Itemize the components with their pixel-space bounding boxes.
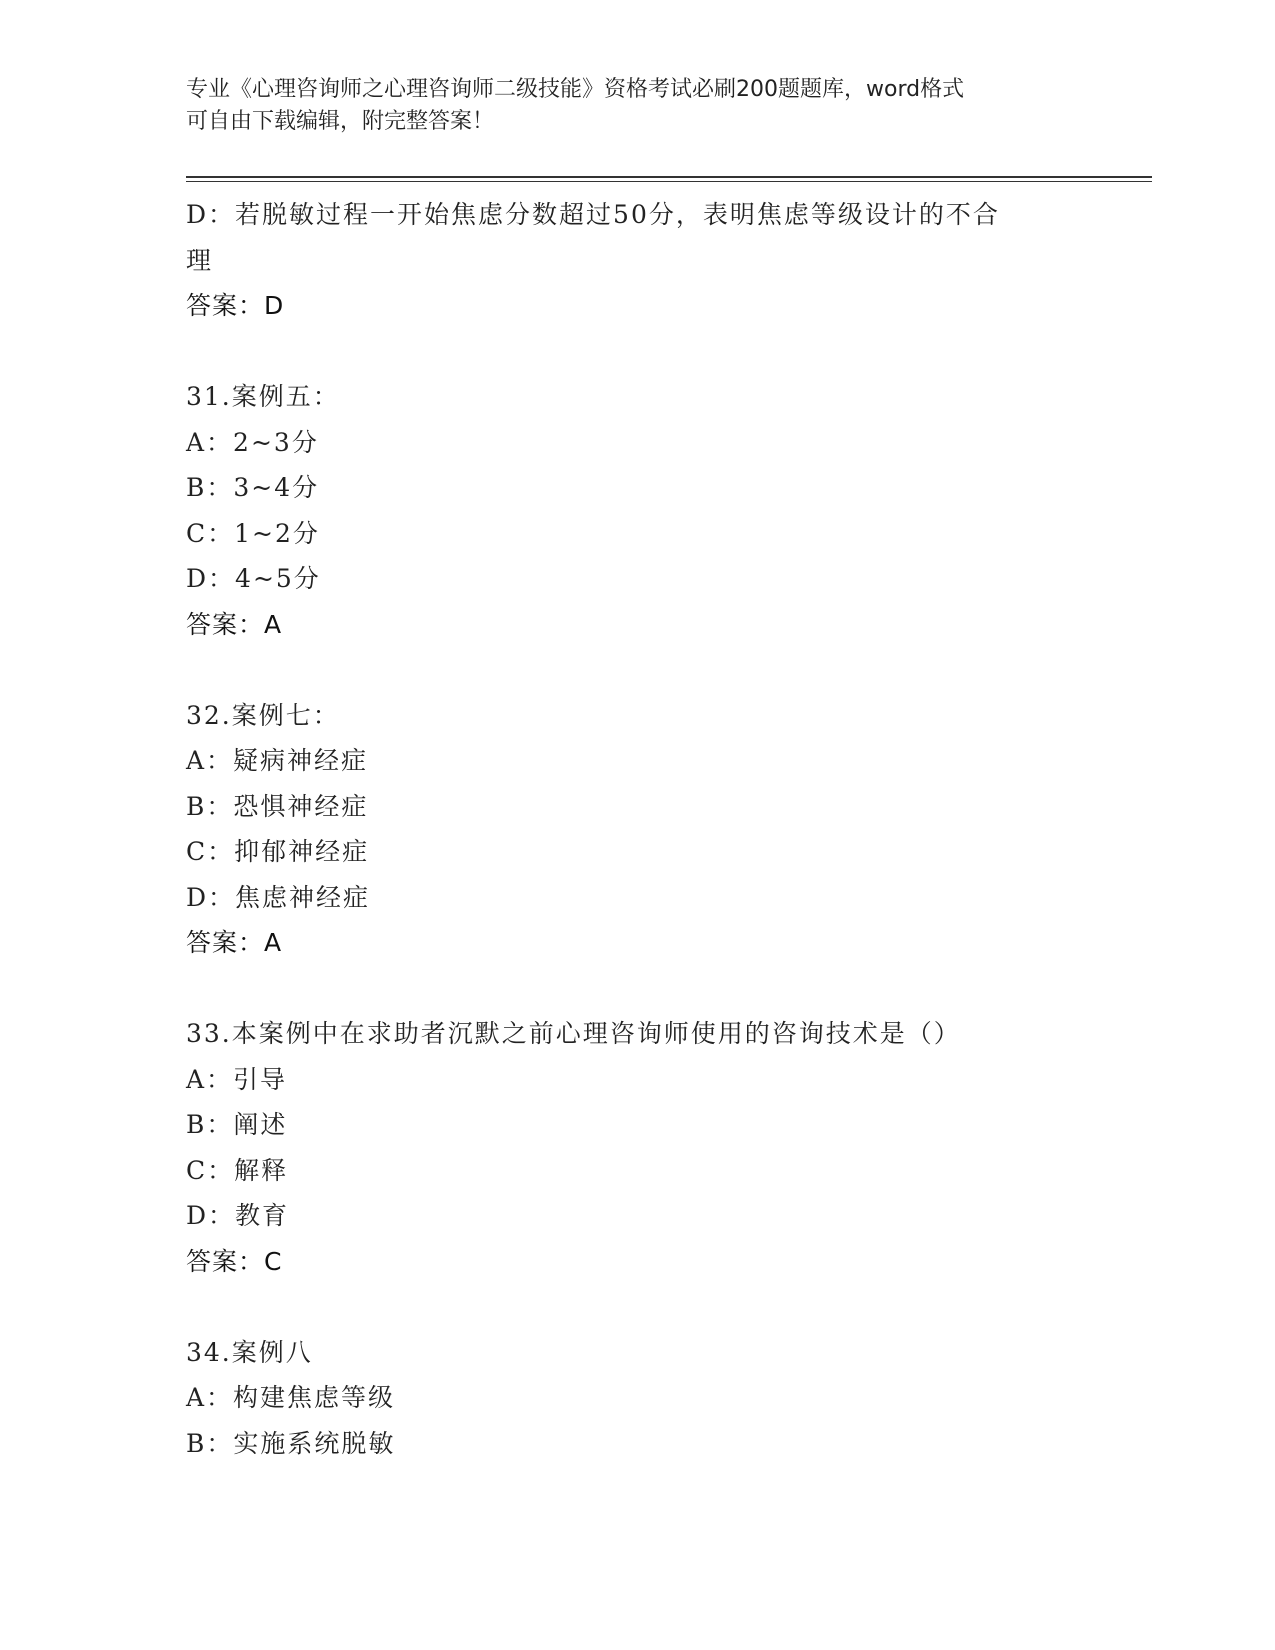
header-divider-thick <box>186 176 1152 178</box>
question-31 <box>186 374 1086 648</box>
question-title: 34.案例八 <box>186 1337 313 1367</box>
answer-line: 答案：A <box>186 928 283 957</box>
option-b: B：实施系统脱敏 <box>186 1428 396 1458</box>
spacer <box>186 1285 1086 1330</box>
spacer <box>186 329 1086 374</box>
question-33 <box>186 1011 1086 1285</box>
option-d: D：教育 <box>186 1201 290 1230</box>
option-b: B：3~4分 <box>186 473 320 502</box>
option-c: C：1~2分 <box>186 518 320 548</box>
continued-question <box>186 192 1086 329</box>
option-d-continued: 理 <box>186 245 214 275</box>
option-b: B：恐惧神经症 <box>186 791 369 821</box>
question-list <box>186 192 1086 1466</box>
header-divider-thin <box>186 181 1152 182</box>
option-a: A：引导 <box>186 1064 288 1094</box>
document-header <box>186 74 1086 138</box>
answer-line: 答案：A <box>186 609 283 639</box>
option-a: A：疑病神经症 <box>186 746 369 775</box>
question-title: 33.本案例中在求助者沉默之前心理咨询师使用的咨询技术是（） <box>186 1019 961 1048</box>
question-title: 32.案例七： <box>186 700 340 730</box>
option-c: C：解释 <box>186 1155 289 1185</box>
option-d: D：4~5分 <box>186 564 321 593</box>
answer-line: 答案：C <box>186 1246 283 1276</box>
question-34 <box>186 1330 1086 1467</box>
option-d: D：焦虑神经症 <box>186 882 371 912</box>
option-c: C：抑郁神经症 <box>186 837 370 866</box>
spacer <box>186 648 1086 693</box>
question-title: 31.案例五： <box>186 382 340 411</box>
answer-line: 答案：D <box>186 291 285 320</box>
option-d: D：若脱敏过程一开始焦虑分数超过50分，表明焦虑等级设计的不合 <box>186 200 1000 229</box>
header-line-1: 专业《心理咨询师之心理咨询师二级技能》资格考试必刷200题题库，word格式 <box>186 77 965 102</box>
header-line-2: 可自由下载编辑，附完整答案！ <box>186 109 495 134</box>
question-32 <box>186 693 1086 967</box>
option-a: A：2~3分 <box>186 427 319 457</box>
option-b: B：阐述 <box>186 1110 288 1139</box>
spacer <box>186 966 1086 1011</box>
option-a: A：构建焦虑等级 <box>186 1383 396 1412</box>
